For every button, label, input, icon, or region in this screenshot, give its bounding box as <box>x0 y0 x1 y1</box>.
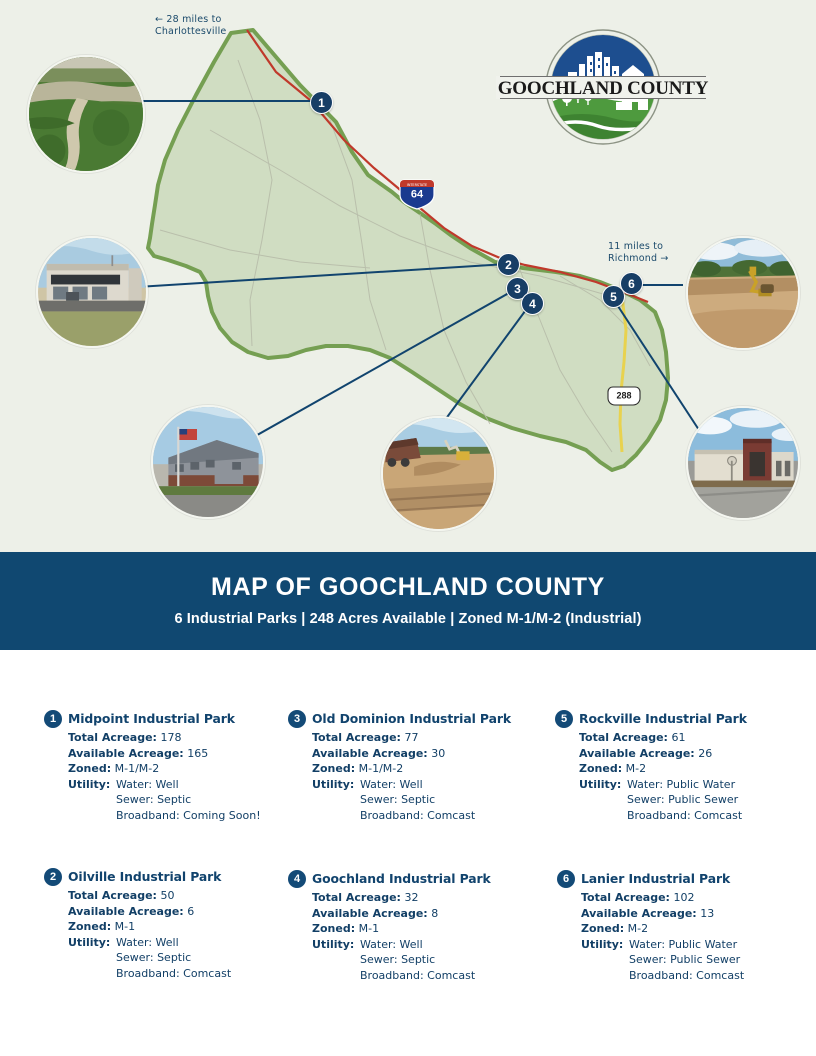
park-zoned <box>68 919 306 935</box>
park-total-acreage <box>312 730 550 746</box>
logo-text: GOOCHLAND COUNTY <box>497 78 709 99</box>
park-title: Midpoint Industrial Park <box>68 711 235 726</box>
map-pin-6-label: 6 <box>628 276 635 291</box>
label-available-acreage: Available Acreage: <box>68 904 184 918</box>
park-sewer <box>360 792 475 808</box>
label-zoned: Zoned: <box>312 762 356 775</box>
label-water: Water: <box>360 777 397 791</box>
park-card-oilville[interactable] <box>44 868 306 981</box>
park-total-acreage <box>579 730 816 746</box>
value-total-acreage: 61 <box>671 731 686 744</box>
map-pin-4-label: 4 <box>529 296 536 311</box>
label-richmond-line2: Richmond → <box>608 253 669 264</box>
park-sewer <box>116 950 231 966</box>
photo-old-dominion[interactable] <box>151 405 265 519</box>
value-broadband: Comcast <box>427 808 476 822</box>
park-utility <box>68 777 306 824</box>
value-zoned: M-2 <box>625 762 647 775</box>
label-sewer: Sewer: <box>116 951 154 964</box>
label-broadband: Broadband: <box>360 968 424 982</box>
park-water <box>629 937 744 953</box>
park-card-midpoint[interactable] <box>44 710 306 823</box>
svg-text:INTERSTATE: INTERSTATE <box>406 183 428 187</box>
photo-rockville[interactable] <box>686 236 800 350</box>
park-utility <box>579 777 816 824</box>
park-sewer <box>629 952 744 968</box>
label-available-acreage: Available Acreage: <box>581 906 697 920</box>
park-title: Rockville Industrial Park <box>579 711 747 726</box>
park-utility <box>581 937 816 984</box>
park-header <box>44 868 306 886</box>
label-total-acreage: Total Acreage: <box>68 889 157 902</box>
value-zoned: M-1 <box>358 922 380 935</box>
park-broadband <box>629 968 744 984</box>
value-water: Well <box>155 935 179 949</box>
park-water <box>116 935 231 951</box>
park-utility <box>68 935 306 982</box>
label-richmond <box>608 241 708 265</box>
goochland-county-logo <box>472 26 734 148</box>
label-available-acreage: Available Acreage: <box>579 746 695 760</box>
value-total-acreage: 50 <box>160 889 175 902</box>
park-body <box>312 730 550 823</box>
photo-oilville[interactable] <box>36 236 148 348</box>
svg-text:288: 288 <box>616 390 632 401</box>
park-zoned <box>312 921 550 937</box>
label-sewer: Sewer: <box>360 793 398 806</box>
park-zoned <box>581 921 816 937</box>
park-header <box>288 710 550 728</box>
value-water: Well <box>399 777 423 791</box>
value-water: Public Water <box>668 937 738 951</box>
value-broadband: Comcast <box>427 968 476 982</box>
park-total-acreage <box>581 890 816 906</box>
label-water: Water: <box>360 937 397 951</box>
label-sewer: Sewer: <box>627 793 665 806</box>
value-broadband: Comcast <box>694 808 743 822</box>
park-list <box>0 650 816 1056</box>
value-total-acreage: 102 <box>673 891 695 904</box>
park-available-acreage <box>312 746 550 762</box>
label-charlottesville <box>155 14 275 38</box>
label-utility: Utility: <box>312 937 355 951</box>
park-card-lanier[interactable] <box>557 870 816 983</box>
park-zoned <box>312 761 550 777</box>
label-total-acreage: Total Acreage: <box>312 891 401 904</box>
value-available-acreage: 6 <box>187 904 195 918</box>
value-available-acreage: 165 <box>187 746 209 760</box>
label-total-acreage: Total Acreage: <box>579 731 668 744</box>
label-water: Water: <box>627 777 664 791</box>
label-available-acreage: Available Acreage: <box>312 746 428 760</box>
label-water: Water: <box>629 937 666 951</box>
value-sewer: Septic <box>401 793 436 806</box>
label-total-acreage: Total Acreage: <box>68 731 157 744</box>
label-charlottesville-line1: ← 28 miles to <box>155 14 222 25</box>
photo-lanier[interactable] <box>686 406 800 520</box>
map-pin-3-label: 3 <box>514 281 521 296</box>
label-broadband: Broadband: <box>360 808 424 822</box>
park-header <box>557 870 816 888</box>
value-available-acreage: 26 <box>698 746 713 760</box>
route-288-shield <box>608 387 640 405</box>
value-total-acreage: 77 <box>404 731 419 744</box>
map-pin-1[interactable] <box>310 91 333 114</box>
park-title: Oilville Industrial Park <box>68 869 222 884</box>
label-utility: Utility: <box>312 777 355 791</box>
value-broadband: Coming Soon! <box>183 808 261 822</box>
banner-subtitle: 6 Industrial Parks | 248 Acres Available | Zoned M-1/M-2 (Industrial) <box>174 611 642 627</box>
value-sewer: Septic <box>157 793 192 806</box>
value-sewer: Public Sewer <box>668 793 739 806</box>
value-sewer: Septic <box>157 951 192 964</box>
map-pin-2-label: 2 <box>505 257 512 272</box>
label-zoned: Zoned: <box>68 762 112 775</box>
park-card-rockville[interactable] <box>555 710 816 823</box>
value-available-acreage: 13 <box>700 906 715 920</box>
park-broadband <box>360 808 475 824</box>
park-broadband <box>627 808 742 824</box>
park-total-acreage <box>68 888 306 904</box>
map-pin-6[interactable] <box>620 272 643 295</box>
label-zoned: Zoned: <box>581 922 625 935</box>
park-badge: 6 <box>557 870 575 888</box>
label-richmond-line1: 11 miles to <box>608 241 664 252</box>
label-available-acreage: Available Acreage: <box>312 906 428 920</box>
label-utility: Utility: <box>581 937 624 951</box>
label-sewer: Sewer: <box>360 953 398 966</box>
banner-title: MAP OF GOOCHLAND COUNTY <box>211 573 605 601</box>
park-water <box>627 777 742 793</box>
park-broadband <box>116 966 231 982</box>
label-sewer: Sewer: <box>629 953 667 966</box>
value-water: Well <box>399 937 423 951</box>
label-zoned: Zoned: <box>312 922 356 935</box>
value-water: Well <box>155 777 179 791</box>
park-utility <box>312 937 550 984</box>
park-card-goochland[interactable] <box>288 870 550 983</box>
park-water <box>360 937 475 953</box>
park-sewer <box>360 952 475 968</box>
park-card-old-dominion[interactable] <box>288 710 550 823</box>
park-water <box>116 777 261 793</box>
value-zoned: M-1/M-2 <box>114 762 160 775</box>
value-water: Public Water <box>666 777 736 791</box>
label-broadband: Broadband: <box>116 808 180 822</box>
value-available-acreage: 8 <box>431 906 439 920</box>
value-sewer: Septic <box>401 953 436 966</box>
park-zoned <box>579 761 816 777</box>
park-body <box>68 730 306 823</box>
value-total-acreage: 178 <box>160 731 182 744</box>
park-title: Lanier Industrial Park <box>581 871 731 886</box>
park-sewer <box>116 792 261 808</box>
park-header <box>555 710 816 728</box>
label-water: Water: <box>116 935 153 949</box>
label-utility: Utility: <box>68 777 111 791</box>
park-badge: 4 <box>288 870 306 888</box>
banner <box>0 552 816 650</box>
label-charlottesville-line2: Charlottesville <box>155 26 227 37</box>
park-available-acreage <box>68 904 306 920</box>
park-total-acreage <box>312 890 550 906</box>
park-total-acreage <box>68 730 306 746</box>
label-zoned: Zoned: <box>579 762 623 775</box>
value-sewer: Public Sewer <box>670 953 741 966</box>
park-header <box>288 870 550 888</box>
park-available-acreage <box>579 746 816 762</box>
map-pin-4[interactable] <box>521 292 544 315</box>
park-body <box>312 890 550 983</box>
map-pin-1-label: 1 <box>318 95 325 110</box>
park-badge: 5 <box>555 710 573 728</box>
label-available-acreage: Available Acreage: <box>68 746 184 760</box>
park-available-acreage <box>312 906 550 922</box>
park-water <box>360 777 475 793</box>
label-broadband: Broadband: <box>627 808 691 822</box>
park-body <box>68 888 306 981</box>
park-title: Old Dominion Industrial Park <box>312 711 511 726</box>
value-total-acreage: 32 <box>404 891 419 904</box>
label-zoned: Zoned: <box>68 920 112 933</box>
value-zoned: M-1/M-2 <box>358 762 404 775</box>
value-broadband: Comcast <box>183 966 232 980</box>
label-total-acreage: Total Acreage: <box>312 731 401 744</box>
label-total-acreage: Total Acreage: <box>581 891 670 904</box>
park-body <box>579 730 816 823</box>
park-zoned <box>68 761 306 777</box>
label-water: Water: <box>116 777 153 791</box>
map-pin-2[interactable] <box>497 253 520 276</box>
park-badge: 3 <box>288 710 306 728</box>
park-badge: 2 <box>44 868 62 886</box>
park-title: Goochland Industrial Park <box>312 871 491 886</box>
value-available-acreage: 30 <box>431 746 446 760</box>
park-broadband <box>360 968 475 984</box>
park-available-acreage <box>68 746 306 762</box>
photo-midpoint[interactable] <box>27 55 145 173</box>
value-broadband: Comcast <box>696 968 745 982</box>
label-broadband: Broadband: <box>116 966 180 980</box>
park-body <box>581 890 816 983</box>
label-utility: Utility: <box>579 777 622 791</box>
park-broadband <box>116 808 261 824</box>
svg-text:64: 64 <box>410 188 424 201</box>
photo-goochland[interactable] <box>381 416 496 531</box>
park-utility <box>312 777 550 824</box>
label-utility: Utility: <box>68 935 111 949</box>
map-pin-5-label: 5 <box>610 289 617 304</box>
park-header <box>44 710 306 728</box>
label-broadband: Broadband: <box>629 968 693 982</box>
label-sewer: Sewer: <box>116 793 154 806</box>
value-zoned: M-2 <box>627 922 649 935</box>
park-badge: 1 <box>44 710 62 728</box>
park-available-acreage <box>581 906 816 922</box>
value-zoned: M-1 <box>114 920 136 933</box>
park-sewer <box>627 792 742 808</box>
